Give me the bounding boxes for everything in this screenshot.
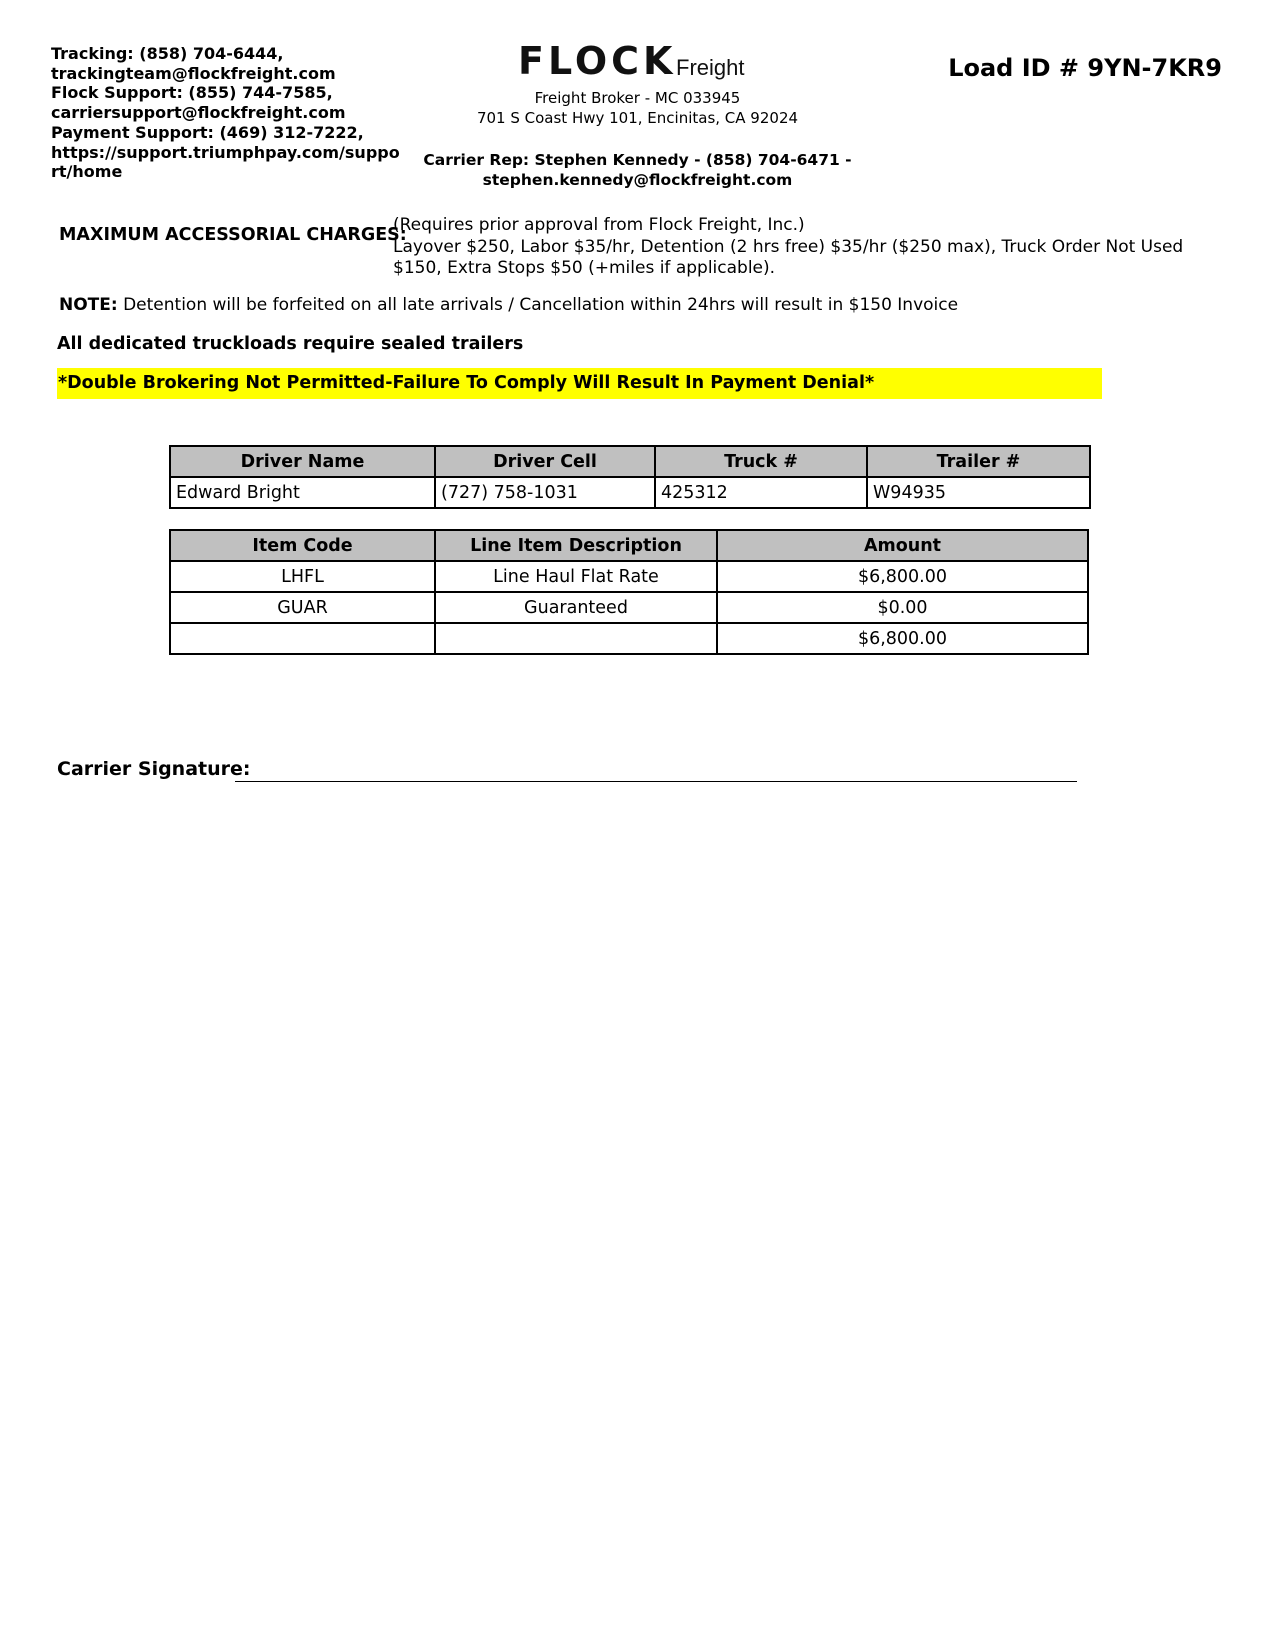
logo-brand: FLOCK — [518, 42, 677, 80]
item-amount: $6,800.00 — [717, 561, 1088, 592]
tracking-email[interactable]: trackingteam@flockfreight.com — [51, 63, 336, 83]
accessorial-charges: Layover $250, Labor $35/hr, Detention (2 hrs free) $35/hr ($250 max), Truck Order Not Used $150, Extra Stops $50 (+miles if applicable). — [393, 236, 1184, 278]
flock-support-phone: Flock Support: (855) 744-7585, — [51, 83, 333, 103]
table-row-total — [170, 623, 1088, 654]
item-amount: $0.00 — [717, 592, 1088, 623]
carrier-signature-label: Carrier Signature: — [57, 758, 251, 780]
payment-support-url[interactable]: https://support.triumphpay.com/suppo — [51, 142, 400, 162]
broker-info — [400, 89, 875, 128]
load-id: Load ID # 9YN-7KR9 — [948, 54, 1222, 82]
total-amount: $6,800.00 — [717, 623, 1088, 654]
table-row — [170, 561, 1088, 592]
broker-mc: Freight Broker - MC 033945 — [534, 89, 741, 107]
truck-number: 425312 — [655, 477, 867, 508]
header-item-code: Item Code — [170, 530, 435, 561]
header-amount: Amount — [717, 530, 1088, 561]
item-code — [170, 623, 435, 654]
payment-support-url-cont[interactable]: rt/home — [51, 162, 123, 182]
sealed-trailers-notice: All dedicated truckloads require sealed trailers — [57, 334, 524, 354]
accessorial-text — [393, 215, 1213, 280]
driver-table-header — [170, 446, 1090, 477]
double-brokering-banner — [57, 368, 1102, 399]
carrier-rep-line1: Carrier Rep: Stephen Kennedy - (858) 704-6471 - — [423, 151, 852, 169]
item-code: GUAR — [170, 592, 435, 623]
accessorial-approval: (Requires prior approval from Flock Freight, Inc.) — [393, 215, 805, 235]
driver-name: Edward Bright — [170, 477, 435, 508]
payment-support-phone: Payment Support: (469) 312-7222, — [51, 122, 364, 142]
carrier-rep — [400, 151, 875, 190]
table-row — [170, 477, 1090, 508]
header-truck: Truck # — [655, 446, 867, 477]
note-text: Detention will be forfeited on all late arrivals / Cancellation within 24hrs will result in $150 Invoice — [117, 295, 959, 315]
note-label: NOTE: — [59, 295, 118, 315]
driver-cell: (727) 758-1031 — [435, 477, 655, 508]
carrier-support-email[interactable]: carriersupport@flockfreight.com — [51, 103, 346, 123]
item-description: Line Haul Flat Rate — [435, 561, 717, 592]
contact-info — [51, 44, 400, 182]
logo-sub: Freight — [676, 55, 745, 80]
tracking-phone: Tracking: (858) 704-6444, — [51, 44, 284, 63]
header-driver-name: Driver Name — [170, 446, 435, 477]
table-row — [170, 592, 1088, 623]
item-code: LHFL — [170, 561, 435, 592]
accessorial-label: MAXIMUM ACCESSORIAL CHARGES: — [59, 225, 407, 245]
carrier-signature-line[interactable] — [235, 781, 1077, 782]
broker-address: 701 S Coast Hwy 101, Encinitas, CA 92024 — [476, 108, 799, 127]
note — [59, 295, 958, 315]
header-line-item-description: Line Item Description — [435, 530, 717, 561]
line-items-table — [169, 529, 1089, 655]
driver-table — [169, 445, 1091, 509]
flock-freight-logo — [518, 42, 758, 80]
item-description — [435, 623, 717, 654]
double-brokering-text: *Double Brokering Not Permitted-Failure To Comply Will Result In Payment Denial* — [58, 373, 875, 393]
item-description: Guaranteed — [435, 592, 717, 623]
line-items-header — [170, 530, 1088, 561]
header-driver-cell: Driver Cell — [435, 446, 655, 477]
trailer-number: W94935 — [867, 477, 1090, 508]
header-trailer: Trailer # — [867, 446, 1090, 477]
carrier-rep-email[interactable]: stephen.kennedy@flockfreight.com — [482, 170, 793, 189]
